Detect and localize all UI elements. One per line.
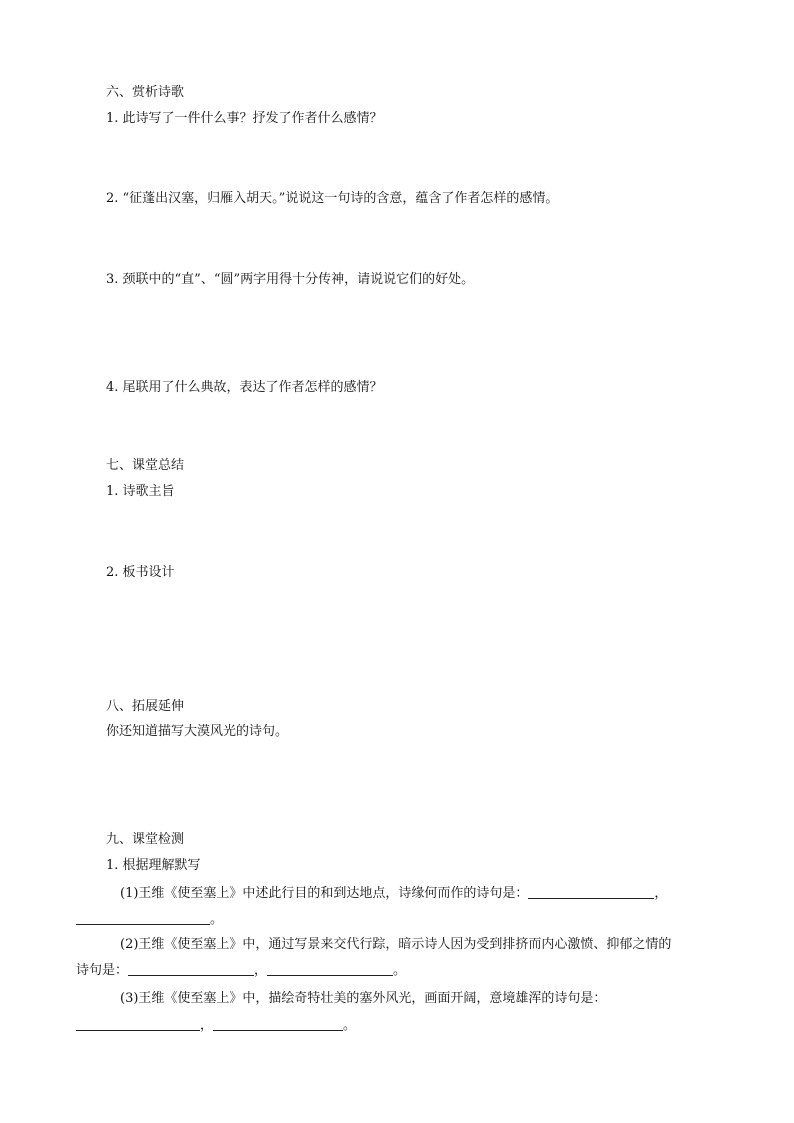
answer-blank[interactable] <box>267 963 393 976</box>
fill-question-1-cont <box>76 911 223 929</box>
comma: ， <box>200 1018 214 1033</box>
test-item-dictation: 1. 根据理解默写 <box>106 858 201 873</box>
question-4: 4. 尾联用了什么典故，表达了作者怎样的感情？ <box>106 380 383 395</box>
extension-prompt: 你还知道描写大漠风光的诗句。 <box>106 724 289 739</box>
period: 。 <box>210 912 224 927</box>
summary-board-design: 2. 板书设计 <box>106 565 175 580</box>
comma: ， <box>654 886 668 901</box>
section-heading-extension: 八、拓展延伸 <box>106 699 185 714</box>
comma: ， <box>254 963 268 978</box>
answer-blank[interactable] <box>213 1018 343 1031</box>
answer-blank[interactable] <box>128 963 254 976</box>
question-1: 1. 此诗写了一件什么事？抒发了作者什么感情？ <box>106 111 383 126</box>
answer-blank[interactable] <box>528 886 654 899</box>
section-heading-appreciation: 六、赏析诗歌 <box>106 85 185 100</box>
section-heading-test: 九、课堂检测 <box>106 832 185 847</box>
answer-blank[interactable] <box>76 1018 200 1031</box>
fill-question-2-cont <box>76 962 406 980</box>
fill-question-3-cont <box>76 1017 356 1035</box>
period: 。 <box>343 1018 357 1033</box>
question-3: 3. 颈联中的“直”、“圆”两字用得十分传神，请说说它们的好处。 <box>106 272 475 287</box>
summary-theme: 1. 诗歌主旨 <box>106 484 175 499</box>
fill-question-1 <box>120 885 667 903</box>
question-2: 2. “征蓬出汉塞，归雁入胡天。”说说这一句诗的含意，蕴含了作者怎样的感情。 <box>106 191 559 206</box>
answer-blank[interactable] <box>76 912 210 925</box>
section-heading-summary: 七、课堂总结 <box>106 458 185 473</box>
fill-question-2-cont-text: 诗句是： <box>76 963 129 978</box>
fill-question-1-text: (1)王维《使至塞上》中述此行目的和到达地点，诗缘何而作的诗句是： <box>120 886 529 901</box>
fill-question-2: (2)王维《使至塞上》中，通过写景来交代行踪，暗示诗人因为受到排挤而内心激愤、抑郁之情的 <box>120 937 672 952</box>
period: 。 <box>393 963 407 978</box>
fill-question-3: (3)王维《使至塞上》中，描绘奇特壮美的塞外风光，画面开阔，意境雄浑的诗句是： <box>120 991 607 1006</box>
